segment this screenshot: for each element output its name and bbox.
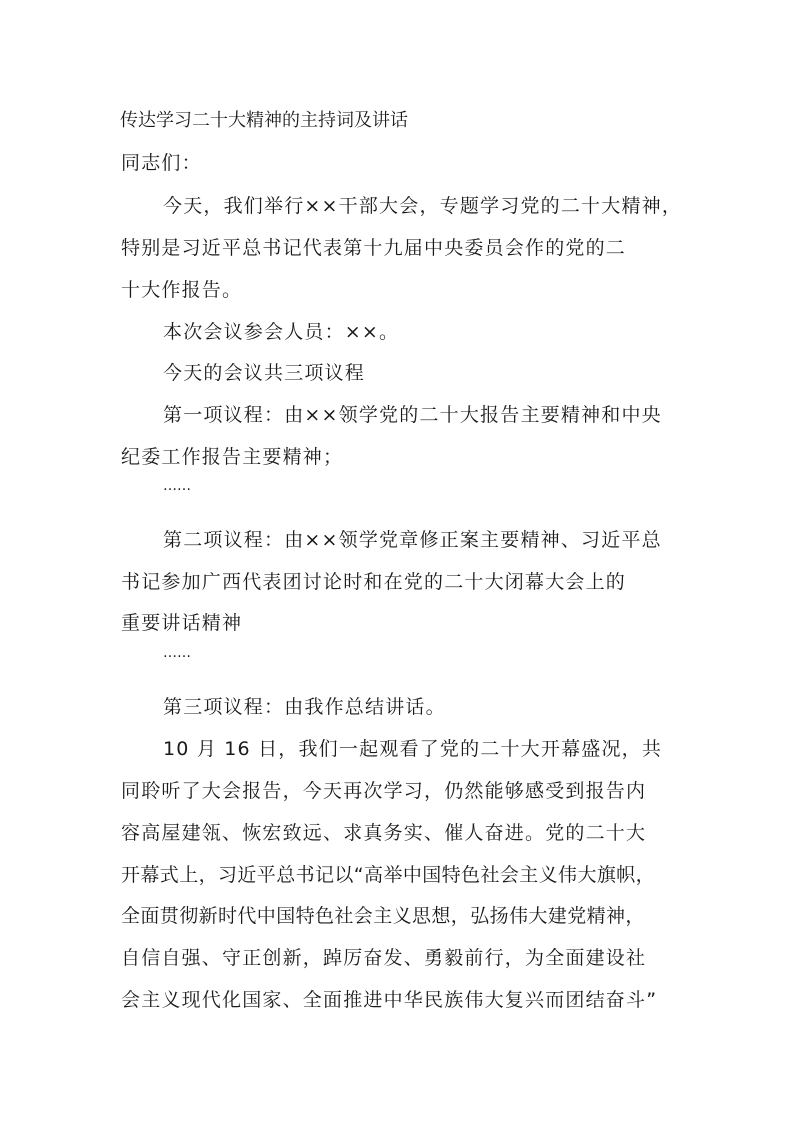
paragraph-line: 书记参加广西代表团讨论时和在党的二十大闭幕大会上的 bbox=[121, 571, 627, 593]
paragraph-line: 开幕式上，习近平总书记以“高举中国特色社会主义伟大旗帜， bbox=[121, 864, 656, 886]
document-title: 传达学习二十大精神的主持词及讲话 bbox=[120, 110, 408, 131]
paragraph-line: 今天，我们举行××干部大会，专题学习党的二十大精神， bbox=[163, 195, 683, 217]
ellipsis-line: …… bbox=[163, 478, 191, 494]
paragraph-line: 全面贯彻新时代中国特色社会主义思想，弘扬伟大建党精神， bbox=[121, 905, 645, 927]
paragraph-line: 自信自强、守正创新，踔厉奋发、勇毅前行，为全面建设社 bbox=[121, 947, 647, 969]
salutation-line: 同志们： bbox=[121, 152, 202, 174]
paragraph-line: 第三项议程：由我作总结讲话。 bbox=[163, 696, 446, 718]
paragraph-line: 第二项议程：由××领学党章修正案主要精神、习近平总 bbox=[163, 529, 662, 551]
paragraph-line: 今天的会议共三项议程 bbox=[163, 362, 366, 384]
paragraph-line: 第一项议程：由××领学党的二十大报告主要精神和中央 bbox=[163, 404, 662, 426]
paragraph-line: 重要讲话精神 bbox=[121, 612, 243, 634]
paragraph-line: 会主义现代化国家、全面推进中华民族伟大复兴而团结奋斗” bbox=[121, 989, 658, 1011]
paragraph-line: 本次会议参会人员：××。 bbox=[163, 321, 400, 343]
paragraph-line: 纪委工作报告主要精神； bbox=[121, 446, 344, 468]
paragraph-line: 特别是习近平总书记代表第十九届中央委员会作的党的二 bbox=[121, 237, 627, 259]
paragraph-line: 容高屋建瓴、恢宏致远、求真务实、催人奋进。党的二十大 bbox=[121, 822, 647, 844]
paragraph-line: 同聆听了大会报告，今天再次学习，仍然能够感受到报告内 bbox=[121, 780, 647, 802]
paragraph-line: 十大作报告。 bbox=[121, 279, 243, 301]
ellipsis-line: …… bbox=[163, 645, 191, 661]
paragraph-line: 10 月 16 日，我们一起观看了党的二十大开幕盛况，共 bbox=[163, 738, 663, 760]
